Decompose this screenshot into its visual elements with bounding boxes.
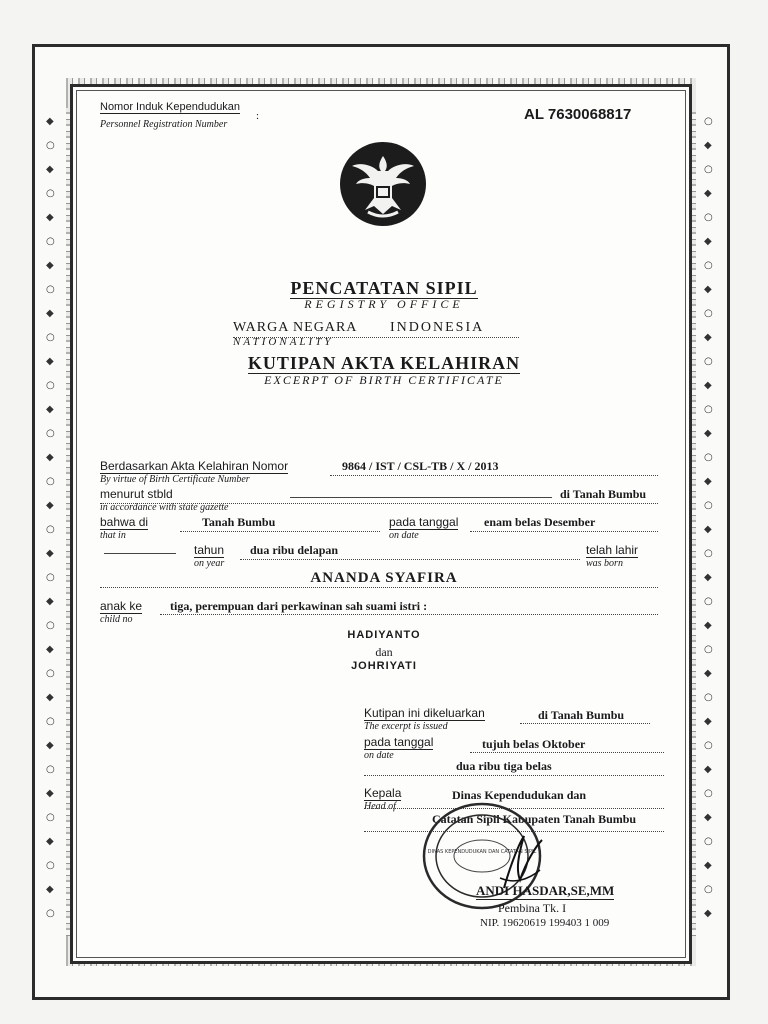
basis-label-en: By virtue of Birth Certificate Number [100, 474, 250, 485]
head-office-line1: Dinas Kependudukan dan [452, 788, 587, 802]
nik-label: Nomor Induk Kependudukan [100, 101, 241, 113]
head-office-line2: Catatan Sipil Kabupaten Tanah Bumbu [432, 812, 637, 826]
basis-dotline [330, 475, 658, 476]
stamp-text: DINAS KEPENDUDUKAN DAN CATATAN SIPIL [427, 849, 537, 855]
parents-conjunction: dan [375, 645, 393, 659]
issue-year-dotline [364, 775, 664, 776]
child-no-label-en: child no [100, 614, 133, 625]
year-label-en: on year [194, 558, 225, 569]
official-nip: NIP. 19620619 199403 1 009 [480, 917, 610, 929]
nik-colon: : [256, 110, 260, 122]
year-label: tahun [194, 543, 225, 557]
issue-date-label-en: on date [364, 750, 394, 761]
that-in-dotline [180, 531, 380, 532]
birth-date-label: pada tanggal [389, 515, 459, 529]
head-label-en: Head of [364, 801, 396, 812]
child-name: ANANDA SYAFIRA [310, 570, 458, 586]
stbld-dashline [290, 497, 552, 498]
that-in-label-en: that in [100, 530, 126, 541]
document-title: KUTIPAN AKTA KELAHIRAN [247, 353, 521, 373]
issue-date-dotline [470, 752, 664, 753]
stbld-label-en: in accordance with state gazette [100, 502, 229, 513]
born-label-en: was born [586, 558, 623, 569]
birth-date-label-en: on date [389, 530, 419, 541]
issued-place: di Tanah Bumbu [538, 708, 625, 722]
nik-label-en: Personnel Registration Number [100, 119, 228, 130]
child-no-value: tiga, perempuan dari perkawinan sah suami istri : [170, 599, 428, 613]
nationality-label: WARGA NEGARA [233, 320, 358, 335]
father-name: HADIYANTO [347, 629, 421, 641]
mother-name: JOHRIYATI [351, 660, 417, 672]
birth-year-value: dua ribu delapan [250, 543, 339, 557]
that-in-value: Tanah Bumbu [202, 515, 276, 529]
birth-date-dotline [470, 531, 658, 532]
child-no-dotline [160, 614, 658, 615]
office-title: PENCATATAN SIPIL [290, 278, 478, 298]
official-name: ANDI HASDAR,SE,MM [476, 883, 615, 898]
birth-date-value: enam belas Desember [484, 515, 596, 529]
right-border-ornaments: ○ ◆ ○ ◆ ○ ◆ ○ ◆ ○ ◆ ○ ◆ ○ ◆ ○ ◆ ○ ◆ ○ ◆ ○ ◆ ○ ◆ ○ ◆ ○ ◆ ○ ◆ ○ ◆ ○ ◆ [704, 116, 713, 919]
year-lead-dash [104, 553, 176, 554]
left-border-ornaments: ◆ ○ ◆ ○ ◆ ○ ◆ ○ ◆ ○ ◆ ○ ◆ ○ ◆ ○ ◆ ○ ◆ ○ ◆ ○ ◆ ○ ◆ ○ ◆ ○ ◆ ○ ◆ ○ ◆ ○ [46, 116, 55, 919]
issued-label-en: The excerpt is issued [364, 721, 448, 732]
issue-date-value: tujuh belas Oktober [482, 737, 586, 751]
child-no-label: anak ke [100, 599, 143, 613]
stbld-label: menurut stbld [100, 487, 173, 501]
head-label: Kepala [364, 786, 402, 800]
basis-label: Berdasarkan Akta Kelahiran Nomor [100, 459, 289, 473]
issue-year-value: dua ribu tiga belas [456, 759, 552, 773]
child-name-dotline [100, 587, 658, 588]
issued-label: Kutipan ini dikeluarkan [364, 706, 485, 720]
born-label: telah lahir [586, 543, 639, 557]
nationality-value: INDONESIA [390, 320, 485, 335]
basis-value: 9864 / IST / CSL-TB / X / 2013 [342, 459, 499, 473]
office-title-en: REGISTRY OFFICE [304, 297, 464, 311]
issued-dotline [520, 723, 650, 724]
nationality-label-en: NATIONALITY [233, 336, 334, 348]
serial-number: AL 7630068817 [524, 106, 632, 123]
that-in-label: bahwa di [100, 515, 149, 529]
official-rank: Pembina Tk. I [498, 901, 567, 915]
stbld-place: di Tanah Bumbu [560, 487, 647, 501]
issue-date-label: pada tanggal [364, 735, 434, 749]
year-dotline [240, 559, 580, 560]
document-title-en: EXCERPT OF BIRTH CERTIFICATE [264, 373, 504, 387]
garuda-emblem-icon [338, 140, 428, 228]
